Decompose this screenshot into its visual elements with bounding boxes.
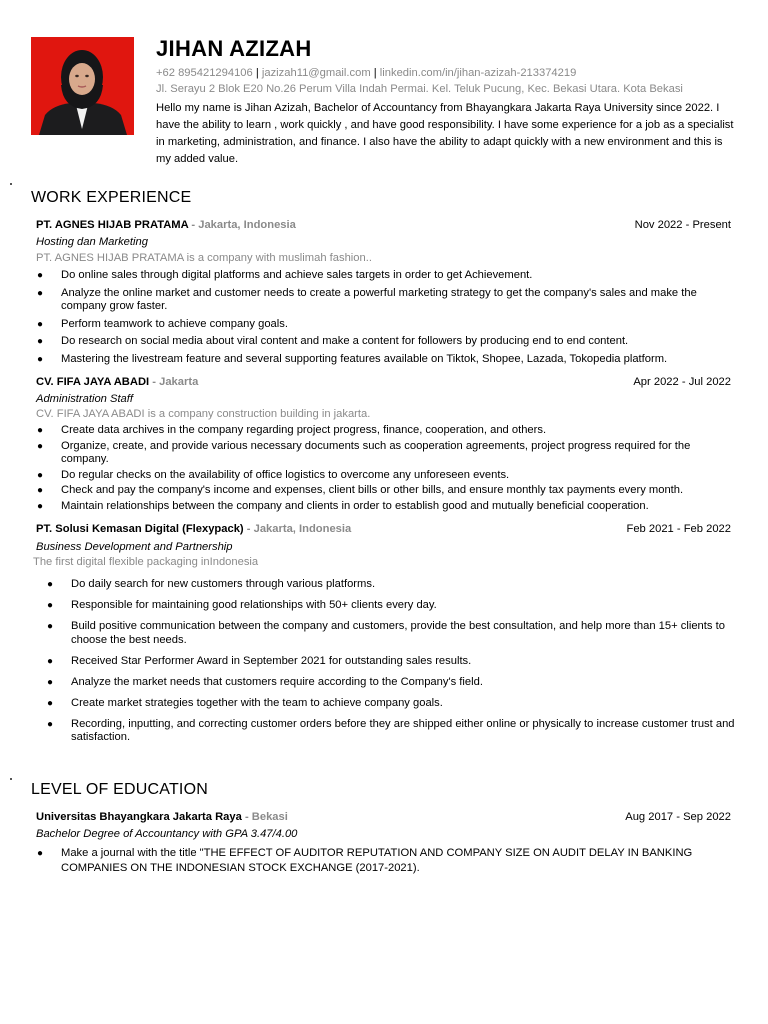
- list-item: ● Build positive communication between the company and customers, provide the best consultation, and help more than 15+ clients to choose the best needs.: [47, 620, 725, 646]
- list-item: ● Do research on social media about viral content and make a content for followers by producing end to end content.: [37, 335, 629, 347]
- divider-dot: [10, 778, 12, 780]
- phone-number: +62 895421294106: [156, 67, 253, 79]
- job-dates: Nov 2022 - Present: [634, 219, 731, 231]
- job-company: [36, 523, 351, 535]
- list-item: ● Create data archives in the company regarding project progress, finance, cooperation, and others.: [37, 424, 547, 436]
- list-item: ● Do daily search for new customers through various platforms.: [47, 578, 376, 590]
- education-school: [36, 811, 288, 823]
- divider-dot: [10, 183, 12, 185]
- separator: |: [373, 67, 377, 79]
- company-location: - Jakarta, Indonesia: [188, 219, 296, 231]
- list-item: ● Organize, create, and provide various necessary documents such as cooperation agreements, project progress required for the company.: [37, 439, 691, 465]
- separator: |: [255, 67, 259, 79]
- profile-summary: Hello my name is Jihan Azizah, Bachelor of Accountancy from Bhayangkara Jakarta Raya University since 2022. I have the ability to learn , work quickly , and have good responsibility. I have some experience for a job as a specialist in marketing, administration, and finance. I also have the ability to adapt quickly with a new environment and this is my added value.: [156, 102, 734, 165]
- list-item: ● Do regular checks on the availability of office logistics to overcome any unforeseen events.: [37, 468, 510, 481]
- job-bullets: [37, 424, 731, 513]
- company-name: CV. FIFA JAYA ABADI: [36, 376, 150, 388]
- candidate-name: JIHAN AZIZAH: [156, 36, 312, 61]
- job-description: CV. FIFA JAYA ABADI is a company construction building in jakarta.: [36, 408, 371, 420]
- job-bullets: [37, 269, 731, 366]
- job-dates: Feb 2021 - Feb 2022: [626, 523, 731, 535]
- school-name: Universitas Bhayangkara Jakarta Raya: [36, 811, 242, 823]
- list-item: ● Check and pay the company's income and expenses, client bills or other bills, and ensure monthly tax payments every month.: [37, 484, 684, 496]
- job-role: Administration Staff: [36, 393, 134, 405]
- job-role: Hosting dan Marketing: [36, 236, 148, 248]
- education-bullets: [37, 846, 701, 876]
- linkedin-link[interactable]: linkedin.com/in/jihan-azizah-213374219: [379, 67, 577, 79]
- company-location: - Jakarta: [149, 376, 199, 388]
- list-item: ● Do online sales through digital platforms and achieve sales targets in order to get Achievement.: [37, 269, 533, 281]
- list-item: ● Received Star Performer Award in September 2021 for outstanding sales results.: [47, 654, 472, 667]
- list-item: ● Mastering the livestream feature and several supporting features available on Tiktok, Shopee, Lazada, Tokopedia platform.: [37, 352, 668, 365]
- job-company: [36, 219, 296, 231]
- company-location: - Jakarta, Indonesia: [243, 523, 352, 535]
- company-name: PT. AGNES HIJAB PRATAMA: [36, 219, 189, 231]
- education-degree: Bachelor Degree of Accountancy with GPA 3.47/4.00: [36, 828, 298, 840]
- job-description: PT. AGNES HIJAB PRATAMA is a company with muslimah fashion..: [36, 252, 372, 264]
- list-item: ● Maintain relationships between the company and clients in order to establish good and mutually beneficial cooperation.: [37, 499, 649, 512]
- list-item: ● Recording, inputting, and correcting customer orders before they are shipped either online or physically to increase customer trust and satisfaction.: [47, 717, 735, 743]
- section-title-work: WORK EXPERIENCE: [31, 189, 192, 206]
- email-link[interactable]: jazizah11@gmail.com: [261, 67, 371, 79]
- company-name: PT. Solusi Kemasan Digital (Flexypack): [36, 523, 244, 535]
- list-item: ● Analyze the market needs that customers require according to the Company's field.: [47, 675, 483, 688]
- job-description: The first digital flexible packaging inIndonesia: [33, 556, 259, 568]
- job-company: [36, 376, 198, 388]
- contact-line: [156, 67, 576, 79]
- list-item: ● Analyze the online market and customer needs to create a powerful marketing strategy to get the company's sales and make the company grow faster.: [37, 286, 697, 312]
- list-item: ● Perform teamwork to achieve company goals.: [37, 317, 288, 330]
- section-title-education: LEVEL OF EDUCATION: [31, 781, 208, 798]
- profile-photo: [31, 37, 134, 135]
- address: Jl. Serayu 2 Blok E20 No.26 Perum Villa Indah Permai. Kel. Teluk Pucung, Kec. Bekasi Utara. Kota Bekasi: [156, 83, 683, 95]
- list-item: ● Create market strategies together with the team to achieve company goals.: [47, 696, 443, 709]
- job-dates: Apr 2022 - Jul 2022: [633, 376, 731, 388]
- job-bullets: [47, 578, 739, 745]
- job-role: Business Development and Partnership: [36, 541, 233, 553]
- list-item: ● Make a journal with the title "THE EFFECT OF AUDITOR REPUTATION AND COMPANY SIZE ON AUDIT DELAY IN BANKING COMPANIES ON THE INDONESIAN STOCK EXCHANGE (2017-2021).: [37, 847, 693, 874]
- education-dates: Aug 2017 - Sep 2022: [625, 811, 731, 823]
- list-item: ● Responsible for maintaining good relationships with 50+ clients every day.: [47, 599, 437, 611]
- school-location: - Bekasi: [241, 811, 288, 823]
